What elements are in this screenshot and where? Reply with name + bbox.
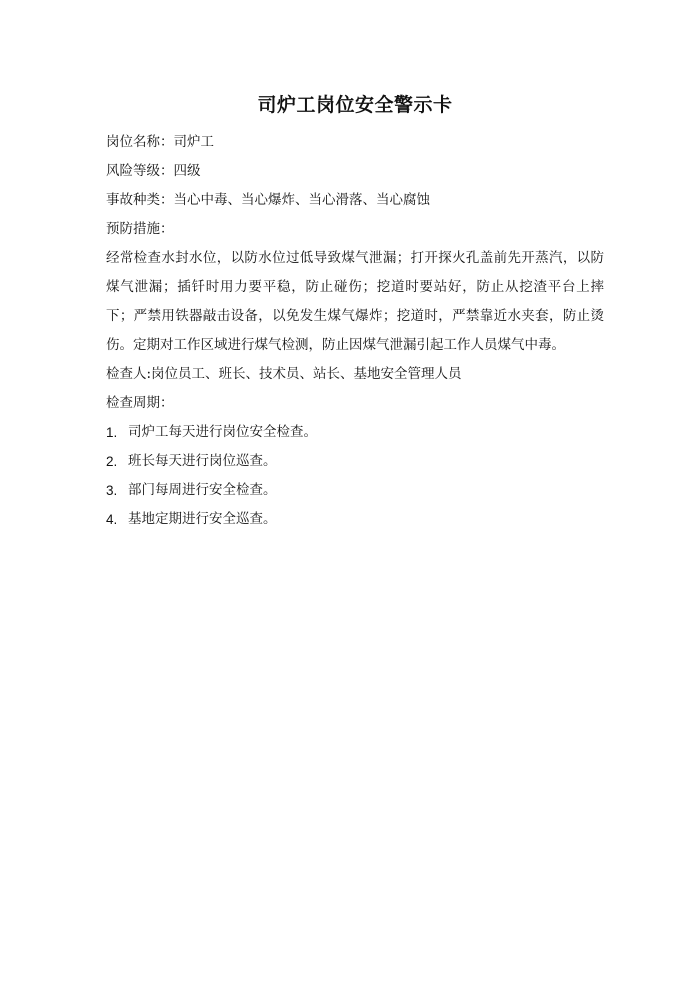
list-item-text: 部门每周进行安全检查。 bbox=[128, 482, 277, 498]
list-item bbox=[106, 447, 604, 476]
inspection-cycle-list bbox=[106, 418, 604, 534]
prevention-heading: 预防措施： bbox=[106, 221, 174, 237]
list-item-number: 4. bbox=[106, 512, 118, 527]
list-item-text: 班长每天进行岗位巡查。 bbox=[128, 453, 277, 469]
list-item bbox=[106, 418, 604, 447]
list-item bbox=[106, 476, 604, 505]
position-name: 岗位名称：司炉工 bbox=[106, 134, 214, 150]
list-item-text: 司炉工每天进行岗位安全检查。 bbox=[128, 424, 317, 440]
page-title: 司炉工岗位安全警示卡 bbox=[257, 94, 453, 116]
cycle-heading: 检查周期： bbox=[106, 395, 174, 411]
list-item-number: 3. bbox=[106, 483, 118, 498]
list-item-number: 2. bbox=[106, 454, 118, 469]
risk-level: 风险等级：四级 bbox=[106, 163, 201, 179]
list-item-text: 基地定期进行安全巡查。 bbox=[128, 511, 277, 527]
prevention-text: 经常检查水封水位，以防水位过低导致煤气泄漏；打开探火孔盖前先开蒸汽，以防煤气泄漏；插钎时用力要平稳，防止碰伤；挖道时要站好，防止从挖渣平台上摔下；严禁用铁器敲击设备，以免发生煤气爆炸；挖道时，严禁靠近水夹套，防止烫伤。定期对工作区域进行煤气检测，防止因煤气泄漏引起工作人员煤气中毒。 bbox=[106, 250, 604, 353]
list-item-number: 1. bbox=[106, 425, 118, 440]
accident-types: 事故种类：当心中毒、当心爆炸、当心滑落、当心腐蚀 bbox=[106, 192, 430, 208]
inspectors: 检查人:岗位员工、班长、技术员、站长、基地安全管理人员 bbox=[106, 366, 462, 382]
list-item bbox=[106, 505, 604, 534]
